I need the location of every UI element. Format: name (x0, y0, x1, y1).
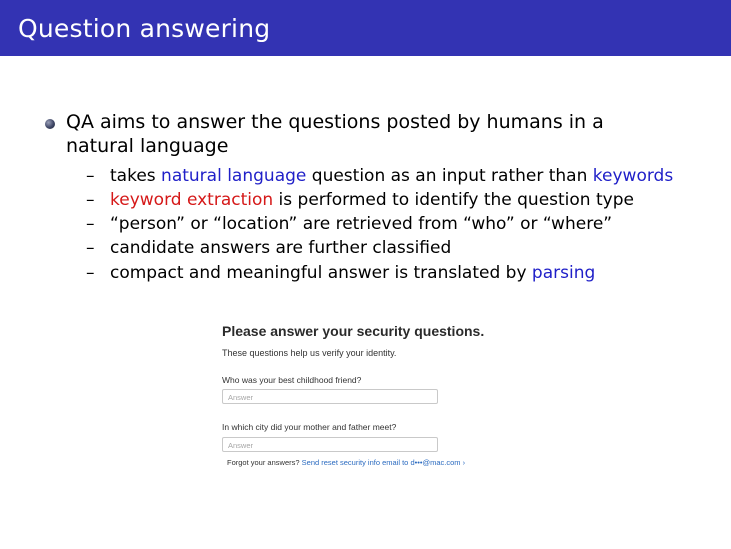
bullet-icon (45, 119, 55, 129)
dash-icon: – (86, 263, 95, 283)
security-form-title: Please answer your security questions. (222, 323, 485, 339)
question-label: In which city did your mother and father meet? (222, 422, 397, 432)
sub-bullet-text: compact and meaningful answer is translated by parsing (110, 263, 596, 283)
answer-input[interactable]: Answer (222, 389, 438, 404)
dash-icon: – (86, 190, 95, 210)
sub-bullet-text: keyword extraction is performed to identify the question type (110, 190, 634, 210)
dash-icon: – (86, 214, 95, 234)
sub-bullet-text: candidate answers are further classified (110, 238, 452, 258)
highlight-term: parsing (531, 263, 596, 283)
highlight-term: natural language (161, 166, 307, 186)
security-questions-screenshot (216, 318, 516, 478)
forgot-answers-line (227, 458, 465, 467)
slide-title: Question answering (18, 14, 271, 43)
security-form-subtitle: These questions help us verify your identity. (222, 348, 397, 358)
question-label: Who was your best childhood friend? (222, 375, 362, 385)
highlight-term: keywords (592, 166, 674, 186)
reset-email-link[interactable]: Send reset security info email to d•••@mac.com › (301, 458, 466, 467)
dash-icon: – (86, 166, 95, 186)
main-bullet-text: QA aims to answer the questions posted by humans in a natural language (66, 111, 604, 157)
sub-bullet-text: “person” or “location” are retrieved from “who” or “where” (110, 214, 613, 234)
slide-header (0, 0, 731, 56)
highlight-term: keyword extraction (110, 190, 274, 210)
sub-bullet-text: takes natural language question as an input rather than keywords (110, 166, 674, 186)
forgot-label: Forgot your answers? (227, 458, 300, 467)
answer-input[interactable]: Answer (222, 437, 438, 452)
dash-icon: – (86, 238, 95, 258)
